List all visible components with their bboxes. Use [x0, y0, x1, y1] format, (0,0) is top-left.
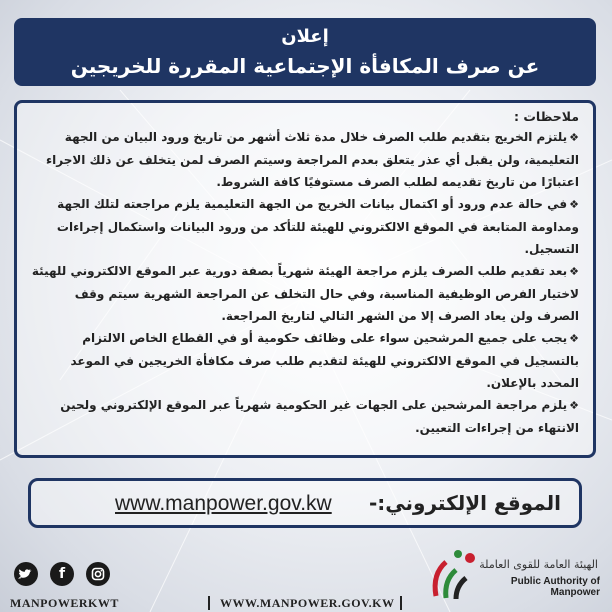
instagram-glyph	[86, 562, 110, 586]
website-label: الموقع الإلكتروني:-	[368, 491, 561, 515]
note-item	[31, 126, 579, 193]
footer-divider	[400, 596, 402, 610]
facebook-glyph: f	[58, 566, 66, 582]
notes-heading: ملاحظات :	[513, 109, 579, 124]
note-text: يلزم مراجعة المرشحين على الجهات غير الحكومية شهرياً عبر الموقع الإلكتروني ولحين الانتهاء من إجراءات التعيين.	[60, 398, 579, 435]
footer-website-link[interactable]: WWW.MANPOWER.GOV.KW	[220, 596, 395, 610]
org-name-english: Public Authority of Manpower	[510, 576, 600, 598]
note-text: بعد تقديم طلب الصرف يلزم مراجعة الهيئة شهرياً بصفة دورية عبر الموقع الالكتروني للهيئة لاختيار الفرص الوظيفية المناسبة، وفي حال التخلف عن المراجعة الشهرية سيتم وقف الصرف ولن يعاد الصرف إلا من الشهر التالي لتاريخ المراجعة.	[31, 264, 579, 323]
announcement-subtitle: عن صرف المكافأة الإجتماعية المقررة للخريجين	[70, 54, 540, 78]
notes-panel	[14, 100, 596, 458]
facebook-icon[interactable]	[50, 562, 74, 586]
note-item	[31, 327, 579, 394]
note-item	[31, 394, 579, 439]
diamond-bullet-icon: ❖	[569, 131, 579, 144]
notes-content	[31, 109, 579, 439]
diamond-bullet-icon: ❖	[569, 265, 579, 278]
diamond-bullet-icon: ❖	[569, 332, 579, 345]
note-item	[31, 193, 579, 260]
diamond-bullet-icon: ❖	[569, 198, 579, 211]
note-text: يلتزم الخريج بتقديم طلب الصرف خلال مدة ثلاث أشهر من تاريخ ورود البيان من الجهة التعليمية، ولن يقبل أي عذر يتعلق بعدم المراجعة وسيتم الصرف لمن يتخلف عن ذلك الاجراء اعتبارًا من تاريخ تقديمه لطلب الصرف مستوفيًا كافة الشروط.	[45, 130, 579, 189]
website-panel	[28, 478, 582, 528]
footer	[0, 540, 612, 612]
instagram-icon[interactable]	[86, 562, 110, 586]
note-text: في حالة عدم ورود أو اكتمال بيانات الخريج من الجهة التعليمية يلزم مراجعته لتلك الجهة ومداومة المتابعة في الموقع الالكتروني للهيئة للتأكد من ورود البيانات واستكمال إجراءات التسجيل.	[56, 197, 579, 256]
social-icons	[14, 562, 114, 588]
footer-divider	[208, 596, 210, 610]
note-text: يجب على جميع المرشحين سواء على وظائف حكومية أو في القطاع الخاص الالتزام بالتسجيل في الموقع الالكتروني للهيئة لتقديم طلب صرف مكافأة الخريجين في الموعد المحدد بالإعلان.	[70, 331, 579, 390]
social-handle: MANPOWERKWT	[10, 596, 119, 610]
org-name-arabic: الهيئة العامة للقوى العاملة	[479, 558, 598, 571]
website-link[interactable]: www.manpower.gov.kw	[115, 492, 332, 515]
announcement-header	[14, 18, 596, 86]
diamond-bullet-icon: ❖	[569, 399, 579, 412]
twitter-icon[interactable]	[14, 562, 38, 586]
pam-logo-icon	[426, 544, 484, 604]
announcement-title: إعلان	[281, 26, 329, 47]
twitter-bird-glyph	[14, 562, 38, 586]
note-item	[31, 260, 579, 327]
